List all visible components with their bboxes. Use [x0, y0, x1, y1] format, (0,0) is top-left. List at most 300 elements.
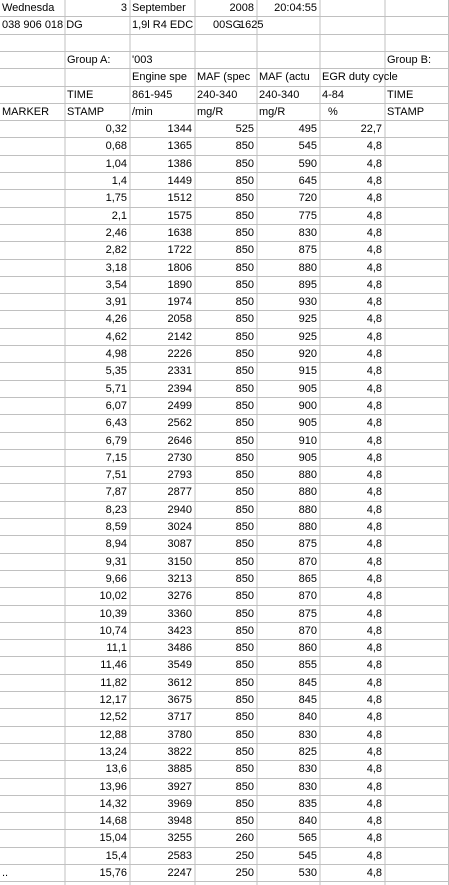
table-row: [0, 433, 449, 450]
cell-engine-speed[interactable]: 2247: [167, 867, 192, 879]
cell-time-stamp[interactable]: 9,66: [105, 572, 127, 585]
cell-time-stamp[interactable]: 15,04: [99, 832, 127, 845]
table-row: [0, 208, 449, 225]
cell-maf-actual[interactable]: 845: [298, 676, 317, 689]
cell-engine-speed[interactable]: 3360: [167, 607, 192, 620]
cell-maf-actual[interactable]: 530: [298, 867, 317, 879]
cell-engine-speed[interactable]: 3612: [167, 676, 192, 689]
cell-maf-spec[interactable]: 850: [235, 642, 254, 655]
cell-egr-duty[interactable]: 4,8: [366, 434, 382, 447]
cell-egr-duty[interactable]: 4,8: [366, 451, 382, 464]
cell-time-stamp[interactable]: 2,82: [105, 244, 127, 257]
cell-egr-duty[interactable]: 4,8: [366, 676, 382, 689]
cell-engine-speed[interactable]: 3549: [167, 659, 192, 672]
cell-maf-spec[interactable]: 850: [235, 728, 254, 741]
cell-egr-duty[interactable]: 4,8: [366, 365, 382, 378]
table-row: [0, 294, 449, 311]
cell-egr-duty[interactable]: 4,8: [366, 192, 382, 205]
cell-maf-actual[interactable]: 855: [298, 659, 317, 672]
cell-maf-actual[interactable]: 920: [298, 348, 317, 360]
cell-time-stamp[interactable]: 15,4: [105, 849, 127, 862]
cell-time-stamp[interactable]: 7,15: [105, 451, 127, 464]
cell-egr-duty[interactable]: 4,8: [366, 867, 382, 879]
cell-egr-duty[interactable]: 4,8: [366, 849, 382, 862]
cell-engine-speed[interactable]: 2058: [167, 313, 192, 326]
cell-maf-spec[interactable]: 850: [235, 417, 254, 430]
cell-egr-duty[interactable]: 4,8: [366, 278, 382, 291]
cell-maf-spec[interactable]: 850: [235, 261, 254, 274]
table-row: [0, 467, 449, 484]
cell-maf-actual[interactable]: 775: [298, 209, 317, 222]
cell-engine-speed[interactable]: 3717: [167, 711, 192, 724]
cell-engine-speed[interactable]: 3822: [167, 745, 192, 758]
cell-egr-duty[interactable]: 22,7: [360, 123, 382, 136]
cell-time-a[interactable]: TIME: [67, 88, 94, 101]
cell-time-stamp[interactable]: 7,51: [105, 469, 127, 482]
table-row: [0, 277, 449, 294]
cell-maf-spec[interactable]: 850: [235, 365, 254, 378]
cell-time-stamp[interactable]: 4,62: [105, 330, 127, 343]
cell-engine-speed[interactable]: 2730: [167, 451, 192, 464]
cell-egr-duty[interactable]: 4,8: [366, 694, 382, 706]
cell-egr-duty[interactable]: 4,8: [366, 832, 382, 845]
cell-maf-actual[interactable]: 865: [298, 572, 317, 585]
table-row: [0, 398, 449, 415]
cell-maf-actual[interactable]: 870: [298, 590, 317, 603]
cell-maf-actual[interactable]: 830: [298, 728, 317, 741]
cell-time-stamp[interactable]: 6,43: [105, 417, 127, 430]
cell-time-stamp[interactable]: 13,96: [99, 780, 127, 793]
cell-engine-speed[interactable]: 2142: [167, 330, 192, 343]
cell-time-stamp[interactable]: 1,04: [105, 157, 127, 170]
cell-number[interactable]: 1625: [239, 19, 264, 32]
cell-time-stamp[interactable]: 11,46: [100, 659, 127, 672]
cell-egr-duty[interactable]: 4,8: [366, 157, 382, 170]
cell-code[interactable]: 00SG: [213, 19, 242, 32]
cell-time-stamp[interactable]: 4,26: [105, 313, 127, 326]
cell-month[interactable]: September: [132, 2, 186, 14]
cell-time-stamp[interactable]: 8,59: [105, 521, 127, 533]
cell-time-stamp[interactable]: 5,35: [105, 365, 127, 378]
cell-time-stamp[interactable]: 13,24: [99, 745, 127, 758]
cell-part-number[interactable]: 038 906 018 DG: [2, 19, 83, 32]
cell-maf-actual[interactable]: 910: [298, 434, 317, 447]
cell-range-engine[interactable]: 861-945: [132, 88, 173, 101]
cell-maf-spec[interactable]: 525: [235, 123, 254, 136]
cell-maf-spec[interactable]: 850: [235, 694, 254, 706]
cell-maf-spec[interactable]: 260: [235, 832, 254, 845]
cell-time-stamp[interactable]: 7,87: [105, 486, 127, 499]
table-row: [0, 519, 449, 536]
cell-time-stamp[interactable]: 3,54: [105, 278, 127, 291]
cell-egr-duty[interactable]: 4,8: [366, 244, 382, 257]
range-row: [0, 87, 449, 104]
cell-egr-duty[interactable]: 4,8: [366, 607, 382, 620]
cell-engine-speed[interactable]: 1512: [167, 192, 192, 205]
cell-maf-spec[interactable]: 850: [235, 192, 254, 205]
cell-engine-speed[interactable]: 2793: [167, 469, 192, 482]
cell-time-stamp[interactable]: 11,82: [100, 676, 127, 689]
cell-time-stamp[interactable]: 10,74: [99, 624, 127, 637]
table-row: [0, 381, 449, 398]
table-row: [0, 173, 449, 190]
cell-engine-speed[interactable]: 2394: [167, 382, 192, 395]
cell-maf-actual[interactable]: 565: [298, 832, 317, 845]
cell-maf-actual[interactable]: 875: [298, 244, 317, 257]
cell-egr-duty[interactable]: 4,8: [366, 175, 382, 187]
cell-engine-speed[interactable]: 1449: [167, 175, 192, 187]
table-row: [0, 502, 449, 519]
cell-maf-actual[interactable]: 720: [298, 192, 317, 205]
table-row: [0, 121, 449, 138]
cell-egr-duty[interactable]: 4,8: [366, 313, 382, 326]
cell-maf-spec[interactable]: 850: [235, 244, 254, 257]
cell-maf-spec[interactable]: 850: [235, 538, 254, 551]
cell-stamp-a[interactable]: STAMP: [67, 105, 105, 118]
cell-maf-actual-header[interactable]: MAF (actu: [259, 71, 310, 84]
table-row: [0, 606, 449, 623]
cell-time[interactable]: 20:04:55: [274, 2, 317, 14]
cell-maf-actual[interactable]: 925: [298, 330, 317, 343]
cell-time-stamp[interactable]: 12,17: [99, 694, 127, 706]
table-row: [0, 346, 449, 363]
table-row: [0, 727, 449, 744]
footer-row: [0, 865, 449, 882]
table-row: [0, 796, 449, 813]
table-row: [0, 779, 449, 796]
cell-maf-spec[interactable]: 850: [235, 175, 254, 187]
cell-maf-actual[interactable]: 930: [298, 296, 317, 309]
table-row: [0, 484, 449, 501]
cell-maf-actual[interactable]: 905: [298, 451, 317, 464]
cell-egr-duty[interactable]: 4,8: [366, 486, 382, 499]
cell-maf-actual[interactable]: 905: [298, 382, 317, 395]
cell-egr-duty[interactable]: 4,8: [366, 763, 382, 776]
cell-engine-speed[interactable]: 3255: [167, 832, 192, 845]
table-row: [0, 242, 449, 259]
cell-maf-spec[interactable]: 850: [235, 659, 254, 672]
cell-engine-speed[interactable]: 2646: [167, 434, 192, 447]
cell-time-b[interactable]: TIME: [387, 88, 414, 101]
cell-engine-speed[interactable]: 3423: [167, 624, 192, 637]
cell-unit-maf-actual[interactable]: mg/R: [259, 105, 286, 118]
cell-maf-actual[interactable]: 900: [298, 399, 317, 412]
cell-engine-speed[interactable]: 2499: [167, 399, 192, 412]
cell-marker[interactable]: MARKER: [2, 105, 50, 118]
cell-maf-actual[interactable]: 840: [298, 711, 317, 724]
cell-egr-duty[interactable]: 4,8: [366, 503, 382, 516]
cell-time-stamp[interactable]: 3,91: [105, 296, 127, 309]
cell-maf-spec[interactable]: 850: [235, 140, 254, 153]
cell-maf-spec[interactable]: 850: [235, 451, 254, 464]
cell-engine-speed[interactable]: 3087: [167, 538, 192, 551]
table-row: [0, 363, 449, 380]
cell-footer[interactable]: ..: [2, 867, 9, 879]
cell-maf-spec[interactable]: 850: [235, 521, 254, 533]
table-row: [0, 623, 449, 640]
cell-time-stamp[interactable]: 3,18: [105, 261, 127, 274]
cell-maf-spec[interactable]: 850: [235, 434, 254, 447]
table-row: [0, 744, 449, 761]
table-row: [0, 640, 449, 657]
cell-engine-speed[interactable]: 3150: [167, 555, 192, 568]
cell-egr-duty[interactable]: 4,8: [366, 711, 382, 724]
cell-maf-spec[interactable]: 850: [235, 590, 254, 603]
cell-engine-speed-header[interactable]: Engine spe: [132, 71, 188, 84]
table-row: [0, 260, 449, 277]
cell-unit-egr[interactable]: %: [328, 105, 338, 118]
cell-egr-duty[interactable]: 4,8: [366, 330, 382, 343]
cell-maf-spec[interactable]: 850: [235, 815, 254, 828]
cell-time-stamp[interactable]: 10,02: [99, 590, 127, 603]
header-row-1: [0, 0, 449, 17]
cell-time-stamp[interactable]: 13,6: [105, 763, 127, 776]
cell-maf-actual[interactable]: 880: [298, 469, 317, 482]
cell-engine-speed[interactable]: 2583: [167, 849, 192, 862]
cell-maf-actual[interactable]: 545: [298, 140, 317, 153]
cell-maf-spec[interactable]: 850: [235, 226, 254, 239]
table-row: [0, 761, 449, 778]
header-row-2: [0, 17, 449, 34]
cell-time-stamp[interactable]: 8,94: [105, 538, 127, 551]
cell-engine-speed[interactable]: 2940: [167, 503, 192, 516]
cell-maf-actual[interactable]: 880: [298, 503, 317, 516]
table-row: [0, 554, 449, 571]
cell-maf-spec[interactable]: 850: [235, 348, 254, 360]
cell-engine-speed[interactable]: 3024: [167, 521, 192, 533]
unit-row: [0, 104, 449, 121]
cell-maf-actual[interactable]: 875: [298, 607, 317, 620]
cell-maf-spec[interactable]: 850: [235, 330, 254, 343]
cell-egr-duty[interactable]: 4,8: [366, 815, 382, 828]
cell-egr-duty[interactable]: 4,8: [366, 659, 382, 672]
table-row: [0, 311, 449, 328]
cell-maf-spec[interactable]: 850: [235, 486, 254, 499]
cell-maf-spec[interactable]: 850: [235, 555, 254, 568]
cell-time-stamp[interactable]: 8,23: [105, 503, 127, 516]
cell-maf-spec[interactable]: 850: [235, 780, 254, 793]
cell-engine-speed[interactable]: 1575: [167, 209, 192, 222]
cell-stamp-b[interactable]: STAMP: [387, 105, 425, 118]
cell-group-b-label[interactable]: Group B:: [387, 53, 432, 66]
cell-egr-duty[interactable]: 4,8: [366, 209, 382, 222]
cell-time-stamp[interactable]: 0,32: [105, 123, 127, 136]
cell-engine-speed[interactable]: 1365: [167, 140, 192, 153]
cell-maf-actual[interactable]: 645: [298, 175, 317, 187]
cell-engine[interactable]: 1,9l R4 EDC: [132, 19, 194, 32]
cell-unit-engine[interactable]: /min: [132, 105, 153, 118]
cell-group-a-value[interactable]: '003: [132, 53, 153, 66]
cell-egr-duty[interactable]: 4,8: [366, 261, 382, 274]
table-row: [0, 536, 449, 553]
table-row: [0, 709, 449, 726]
cell-maf-actual[interactable]: 590: [298, 157, 317, 170]
cell-time-stamp[interactable]: 10,39: [99, 607, 127, 620]
cell-egr-duty[interactable]: 4,8: [366, 538, 382, 551]
cell-maf-spec[interactable]: 250: [235, 849, 254, 862]
cell-engine-speed[interactable]: 2562: [167, 417, 192, 430]
cell-maf-spec[interactable]: 850: [235, 382, 254, 395]
cell-egr-header[interactable]: EGR duty cycle: [322, 71, 398, 84]
cell-egr-duty[interactable]: 4,8: [366, 521, 382, 533]
table-row: [0, 848, 449, 865]
cell-engine-speed[interactable]: 1974: [167, 296, 192, 309]
cell-maf-spec[interactable]: 850: [235, 763, 254, 776]
cell-maf-spec[interactable]: 850: [235, 157, 254, 170]
table-row: [0, 675, 449, 692]
cell-maf-actual[interactable]: 915: [298, 365, 317, 378]
table-row: [0, 571, 449, 588]
cell-egr-duty[interactable]: 4,8: [366, 797, 382, 810]
cell-egr-duty[interactable]: 4,8: [366, 624, 382, 637]
table-row: [0, 190, 449, 207]
cell-maf-actual[interactable]: 840: [298, 815, 317, 828]
cell-engine-speed[interactable]: 3780: [167, 728, 192, 741]
cell-day[interactable]: Wednesda: [2, 2, 55, 14]
group-row: [0, 52, 449, 69]
cell-engine-speed[interactable]: 1806: [167, 261, 192, 274]
table-row: [0, 830, 449, 847]
cell-engine-speed[interactable]: 1386: [167, 157, 192, 170]
cell-date-num[interactable]: 3: [120, 2, 127, 14]
table-row: [0, 329, 449, 346]
cell-maf-actual[interactable]: 895: [298, 278, 317, 291]
cell-engine-speed[interactable]: 3885: [167, 763, 192, 776]
cell-engine-speed[interactable]: 3213: [167, 572, 192, 585]
cell-time-stamp[interactable]: 11,1: [106, 642, 127, 655]
cell-time-stamp[interactable]: 2,46: [105, 226, 127, 239]
cell-maf-actual[interactable]: 545: [298, 849, 317, 862]
table-row: [0, 813, 449, 830]
cell-egr-duty[interactable]: 4,8: [366, 140, 382, 153]
cell-maf-spec[interactable]: 850: [235, 278, 254, 291]
table-row: [0, 225, 449, 242]
cell-time-stamp[interactable]: 12,52: [99, 711, 127, 724]
cell-time-stamp[interactable]: 14,68: [99, 815, 127, 828]
cell-engine-speed[interactable]: 3927: [167, 780, 192, 793]
table-row: [0, 588, 449, 605]
cell-maf-spec[interactable]: 850: [235, 745, 254, 758]
cell-engine-speed[interactable]: 3276: [167, 590, 192, 603]
table-row: [0, 415, 449, 432]
cell-time-stamp[interactable]: 1,75: [105, 192, 127, 205]
cell-maf-actual[interactable]: 830: [298, 763, 317, 776]
table-row: [0, 156, 449, 173]
cell-maf-spec-header[interactable]: MAF (spec: [197, 71, 251, 84]
cell-maf-actual[interactable]: 870: [298, 555, 317, 568]
cell-engine-speed[interactable]: 1722: [167, 244, 192, 257]
cell-time-stamp[interactable]: 14,32: [99, 797, 127, 810]
cell-maf-spec[interactable]: 850: [235, 797, 254, 810]
cell-maf-spec[interactable]: 850: [235, 676, 254, 689]
cell-time-stamp[interactable]: 4,98: [105, 348, 127, 360]
cell-engine-speed[interactable]: 2226: [167, 348, 192, 360]
cell-time-stamp[interactable]: 0,68: [105, 140, 127, 153]
cell-time-stamp[interactable]: 6,79: [105, 434, 127, 447]
cell-engine-speed[interactable]: 1344: [167, 123, 192, 136]
cell-engine-speed[interactable]: 2331: [167, 365, 192, 378]
cell-maf-actual[interactable]: 830: [298, 226, 317, 239]
table-row: [0, 138, 449, 155]
cell-range-maf-actual[interactable]: 240-340: [259, 88, 300, 101]
cell-year[interactable]: 2008: [229, 2, 254, 14]
cell-maf-spec[interactable]: 850: [235, 296, 254, 309]
cell-engine-speed[interactable]: 1890: [167, 278, 192, 291]
cell-maf-spec[interactable]: 850: [235, 399, 254, 412]
cell-engine-speed[interactable]: 3486: [167, 642, 192, 655]
cell-range-maf-spec[interactable]: 240-340: [197, 88, 238, 101]
cell-maf-actual[interactable]: 495: [298, 123, 317, 136]
cell-maf-actual[interactable]: 875: [298, 538, 317, 551]
cell-time-stamp[interactable]: 9,31: [105, 555, 127, 568]
cell-maf-spec[interactable]: 850: [235, 624, 254, 637]
cell-maf-actual[interactable]: 880: [298, 486, 317, 499]
cell-maf-actual[interactable]: 835: [298, 797, 317, 810]
cell-maf-actual[interactable]: 845: [298, 694, 317, 706]
cell-maf-actual[interactable]: 830: [298, 780, 317, 793]
cell-range-egr[interactable]: 4-84: [322, 88, 345, 101]
cell-time-stamp[interactable]: 15,76: [99, 867, 127, 879]
table-row: [0, 450, 449, 467]
cell-maf-actual[interactable]: 880: [298, 521, 317, 533]
cell-maf-actual[interactable]: 905: [298, 417, 317, 430]
cell-egr-duty[interactable]: 4,8: [366, 382, 382, 395]
cell-egr-duty[interactable]: 4,8: [366, 642, 382, 655]
cell-egr-duty[interactable]: 4,8: [366, 555, 382, 568]
cell-egr-duty[interactable]: 4,8: [366, 780, 382, 793]
cell-engine-speed[interactable]: 3675: [167, 694, 192, 706]
cell-egr-duty[interactable]: 4,8: [366, 417, 382, 430]
cell-time-stamp[interactable]: 6,07: [105, 399, 127, 412]
cell-engine-speed[interactable]: 2877: [167, 486, 192, 499]
cell-egr-duty[interactable]: 4,8: [366, 226, 382, 239]
cell-engine-speed[interactable]: 3969: [167, 797, 192, 810]
cell-engine-speed[interactable]: 3948: [167, 815, 192, 828]
cell-maf-actual[interactable]: 880: [298, 261, 317, 274]
cell-egr-duty[interactable]: 4,8: [366, 728, 382, 741]
cell-maf-spec[interactable]: 850: [235, 503, 254, 516]
cell-engine-speed[interactable]: 1638: [167, 226, 192, 239]
cell-time-stamp[interactable]: 2,1: [111, 209, 127, 222]
cell-group-a-label[interactable]: Group A:: [67, 53, 111, 66]
cell-maf-actual[interactable]: 870: [298, 624, 317, 637]
cell-egr-duty[interactable]: 4,8: [366, 469, 382, 482]
cell-maf-spec[interactable]: 850: [235, 209, 254, 222]
cell-maf-actual[interactable]: 925: [298, 313, 317, 326]
cell-maf-actual[interactable]: 825: [298, 745, 317, 758]
cell-maf-actual[interactable]: 860: [298, 642, 317, 655]
column-name-row: [0, 69, 449, 86]
cell-time-stamp[interactable]: 12,88: [99, 728, 127, 741]
cell-maf-spec[interactable]: 850: [235, 313, 254, 326]
table-row: [0, 692, 449, 709]
cell-maf-spec[interactable]: 850: [235, 572, 254, 585]
cell-time-stamp[interactable]: 1,4: [111, 175, 127, 187]
cell-egr-duty[interactable]: 4,8: [366, 296, 382, 309]
cell-maf-spec[interactable]: 850: [235, 711, 254, 724]
cell-maf-spec[interactable]: 850: [235, 607, 254, 620]
cell-egr-duty[interactable]: 4,8: [366, 399, 382, 412]
cell-egr-duty[interactable]: 4,8: [366, 572, 382, 585]
cell-egr-duty[interactable]: 4,8: [366, 590, 382, 603]
cell-maf-spec[interactable]: 250: [235, 867, 254, 879]
cell-egr-duty[interactable]: 4,8: [366, 348, 382, 360]
table-row: [0, 657, 449, 674]
cell-maf-spec[interactable]: 850: [235, 469, 254, 482]
cell-time-stamp[interactable]: 5,71: [105, 382, 127, 395]
cell-unit-maf-spec[interactable]: mg/R: [197, 105, 224, 118]
cell-egr-duty[interactable]: 4,8: [366, 745, 382, 758]
